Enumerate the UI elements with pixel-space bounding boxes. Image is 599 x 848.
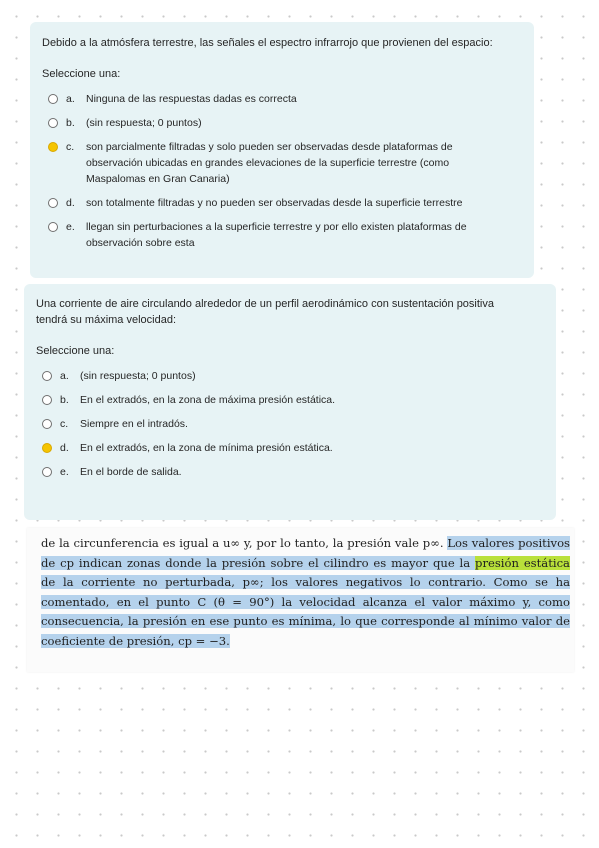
option-letter: e. [60,466,69,478]
select-one-label: Seleccione una: [36,345,115,357]
radio-button[interactable] [42,419,52,429]
option-letter: a. [66,93,75,105]
option-text: son parcialmente filtradas y solo pueden ser observadas desde plataformas de observación ubicadas en grandes elevaciones de la superficie terrestre (como Maspalomas en Gran Canaria) [86,141,453,185]
option-text: llegan sin perturbaciones a la superficie terrestre y por ello existen plataformas de observación sobre esta [86,221,467,249]
option-text: son totalmente filtradas y no pueden ser observadas desde la superficie terrestre [86,197,463,209]
excerpt-paragraph [27,528,574,651]
excerpt-text: Los valores positivos de cp indican zonas donde la presión sobre el cilindro es mayor que la [41,536,571,570]
option-letter: c. [60,418,69,430]
answer-option-c[interactable] [36,416,556,432]
answer-option-d[interactable] [36,440,556,456]
answer-option-e[interactable] [42,219,534,251]
textbook-excerpt [27,528,574,672]
option-text: En el extradós, en la zona de mínima presión estática. [80,442,333,454]
question-card-2 [24,284,556,520]
question-text: Debido a la atmósfera terrestre, las señales el espectro infrarrojo que provienen del espacio: [42,37,493,49]
option-letter: e. [66,221,75,233]
answer-list [42,91,534,251]
highlighted-term: presión estática [475,555,570,570]
radio-button[interactable] [48,198,58,208]
answer-option-c[interactable] [42,139,534,187]
radio-button-selected[interactable] [48,142,58,152]
option-letter: d. [60,442,69,454]
radio-button[interactable] [42,467,52,477]
radio-button[interactable] [42,371,52,381]
option-text: (sin respuesta; 0 puntos) [80,370,196,382]
question-text: Una corriente de aire circulando alrededor de un perfil aerodinámico con sustentación positiva tendrá su máxima velocidad: [36,298,494,326]
option-letter: d. [66,197,75,209]
answer-option-b[interactable] [36,392,556,408]
excerpt-text: de la corriente no perturbada, p∞; los valores negativos lo contrario. Como se ha comentado, en el punto C (θ = 90°) la velocidad alcanza el valor máximo y, como consecuencia, la presión en ese punto es mínima, lo que corresponde al mínimo valor de coeficiente de presión, cp = −3. [41,575,570,648]
answer-option-a[interactable] [36,368,556,384]
option-text: En el borde de salida. [80,466,182,478]
answer-option-a[interactable] [42,91,534,107]
option-letter: b. [66,117,75,129]
answer-option-b[interactable] [42,115,534,131]
option-letter: c. [66,141,75,153]
radio-button[interactable] [48,94,58,104]
option-text: Siempre en el intradós. [80,418,188,430]
option-letter: a. [60,370,69,382]
answer-option-e[interactable] [36,464,556,480]
option-letter: b. [60,394,69,406]
excerpt-text: de la circunferencia es igual a u∞ y, por lo tanto, la presión vale p∞. [41,536,444,550]
option-text: En el extradós, en la zona de máxima presión estática. [80,394,336,406]
radio-button[interactable] [48,118,58,128]
radio-button[interactable] [48,222,58,232]
answer-list [36,368,556,480]
answer-option-d[interactable] [42,195,534,211]
highlighted-text [41,536,570,648]
question-card-1 [30,22,534,278]
option-text: (sin respuesta; 0 puntos) [86,117,202,129]
select-one-label: Seleccione una: [42,68,121,80]
option-text: Ninguna de las respuestas dadas es correcta [86,93,297,105]
radio-button[interactable] [42,395,52,405]
radio-button-selected[interactable] [42,443,52,453]
